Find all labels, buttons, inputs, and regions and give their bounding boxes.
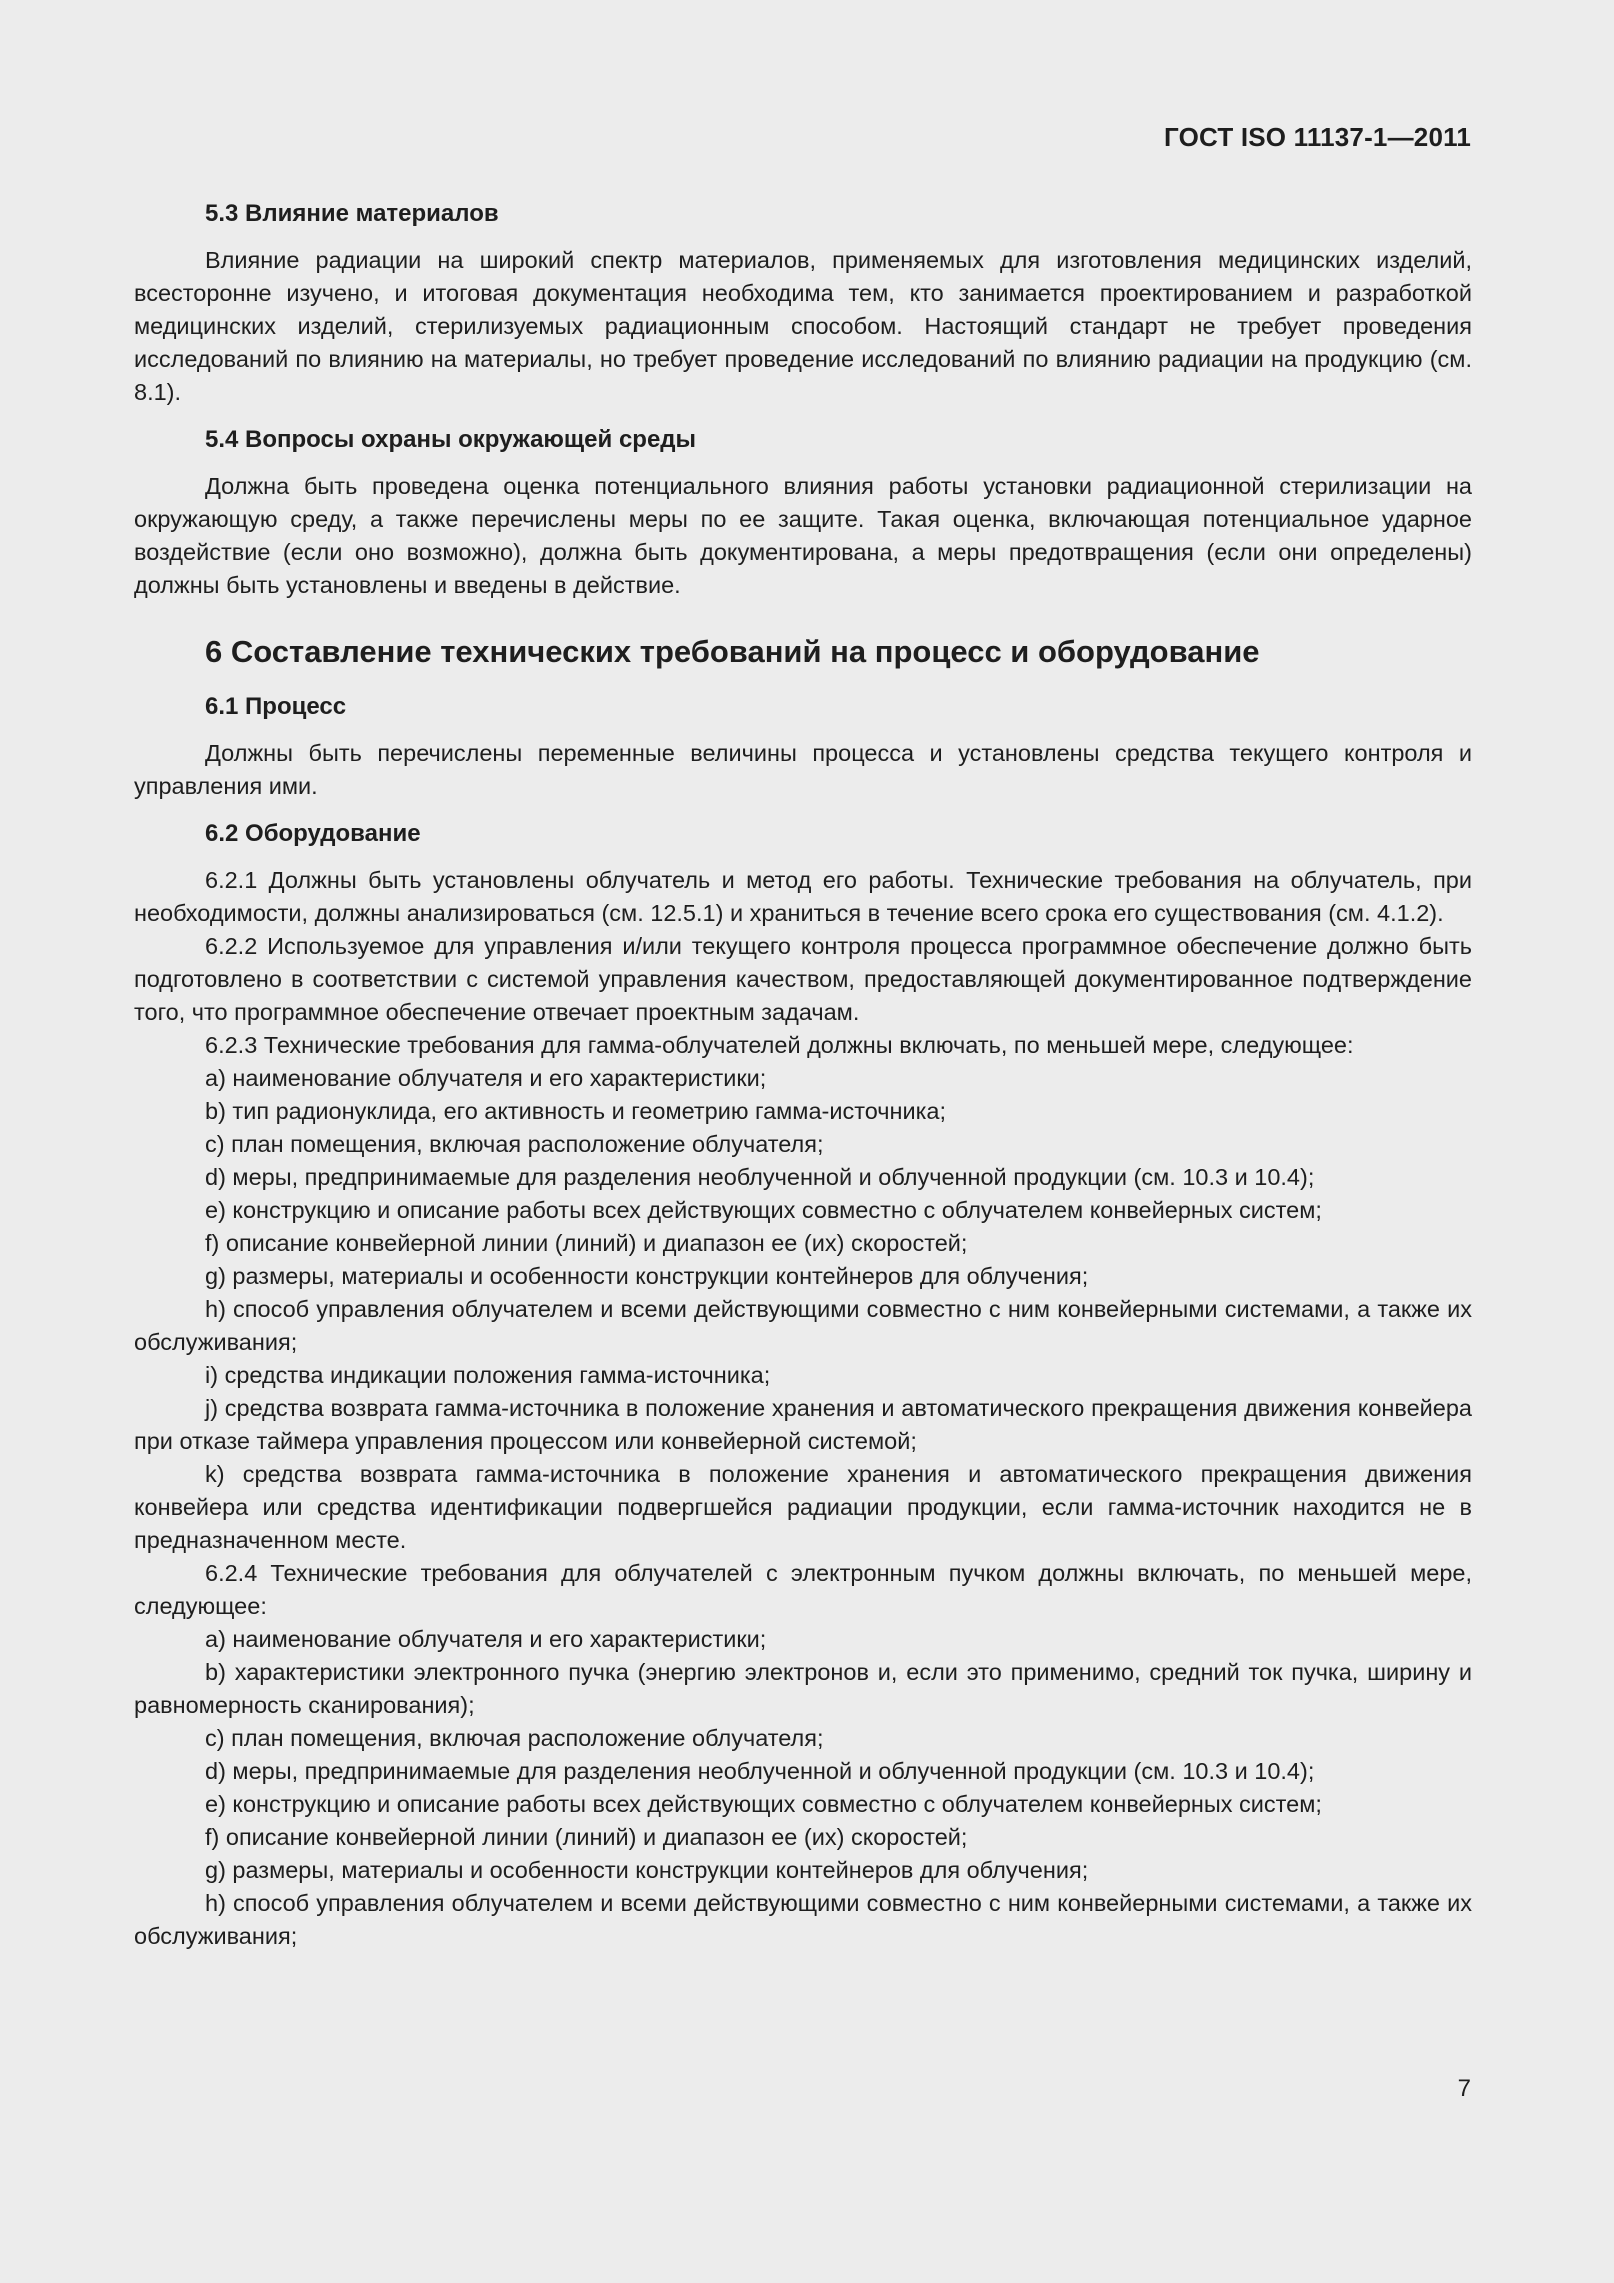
list-item: f) описание конвейерной линии (линий) и диапазон ее (их) скоростей; <box>205 1824 968 1850</box>
section-5-3-paragraph: Влияние радиации на широкий спектр материалов, применяемых для изготовления медицинских изделий, всесторонне изучено, и итоговая документация необходима тем, кто занимается проектированием и разработкой медицинских изделий, стерилизуемых радиационным способом. Настоящий стандарт не требует проведения исследований по влиянию на материалы, но требует проведение исследований по влиянию радиации на продукцию (см. 8.1). <box>134 247 1472 405</box>
page-number: 7 <box>1457 2075 1471 2102</box>
paragraph-6-2-3: 6.2.3 Технические требования для гамма-облучателей должны включать, по меньшей мере, следующее: <box>205 1032 1354 1058</box>
list-item: d) меры, предпринимаемые для разделения необлученной и облученной продукции (см. 10.3 и 10.4); <box>205 1164 1315 1190</box>
list-item: j) средства возврата гамма-источника в положение хранения и автоматического прекращения движения конвейера при отказе таймера управления процессом или конвейерной системой; <box>134 1395 1472 1454</box>
list-item: g) размеры, материалы и особенности конструкции контейнеров для облучения; <box>205 1263 1089 1289</box>
list-item: e) конструкцию и описание работы всех действующих совместно с облучателем конвейерных систем; <box>205 1791 1322 1817</box>
paragraph-6-2-2: 6.2.2 Используемое для управления и/или текущего контроля процесса программное обеспечение должно быть подготовлено в соответствии с системой управления качеством, предоставляющей документированное подтверждение того, что программное обеспечение отвечает проектным задачам. <box>134 933 1472 1025</box>
document-body <box>134 197 1472 1953</box>
list-item: e) конструкцию и описание работы всех действующих совместно с облучателем конвейерных систем; <box>205 1197 1322 1223</box>
section-5-3-title: 5.3 Влияние материалов <box>205 200 499 227</box>
list-6-2-4 <box>134 1623 1472 1953</box>
list-6-2-3 <box>134 1062 1472 1557</box>
section-6-title: 6 Составление технических требований на процесс и оборудование <box>205 634 1260 669</box>
list-item: b) тип радионуклида, его активность и геометрию гамма-источника; <box>205 1098 947 1124</box>
section-6-2-title: 6.2 Оборудование <box>205 820 421 847</box>
list-item: h) способ управления облучателем и всеми действующими совместно с ним конвейерными системами, а также их обслуживания; <box>134 1296 1472 1355</box>
section-6-1-title: 6.1 Процесс <box>205 693 347 720</box>
list-item: g) размеры, материалы и особенности конструкции контейнеров для облучения; <box>205 1857 1089 1883</box>
list-item: c) план помещения, включая расположение облучателя; <box>205 1725 824 1751</box>
paragraph-6-2-1: 6.2.1 Должны быть установлены облучатель и метод его работы. Технические требования на облучатель, при необходимости, должны анализироваться (см. 12.5.1) и храниться в течение всего срока его существования (см. 4.1.2). <box>134 867 1472 926</box>
section-5-4-title: 5.4 Вопросы охраны окружающей среды <box>205 426 697 453</box>
list-item: b) характеристики электронного пучка (энергию электронов и, если это применимо, средний ток пучка, ширину и равномерность сканирования); <box>134 1659 1472 1718</box>
list-item: f) описание конвейерной линии (линий) и диапазон ее (их) скоростей; <box>205 1230 968 1256</box>
list-item: d) меры, предпринимаемые для разделения необлученной и облученной продукции (см. 10.3 и 10.4); <box>205 1758 1315 1784</box>
list-item: a) наименование облучателя и его характеристики; <box>205 1065 767 1091</box>
paragraph-6-2-4: 6.2.4 Технические требования для облучателей с электронным пучком должны включать, по меньшей мере, следующее: <box>134 1560 1472 1619</box>
list-item: i) средства индикации положения гамма-источника; <box>205 1362 771 1388</box>
list-item: a) наименование облучателя и его характеристики; <box>205 1626 767 1652</box>
section-5-4-paragraph: Должна быть проведена оценка потенциального влияния работы установки радиационной стерилизации на окружающую среду, а также перечислены меры по ее защите. Такая оценка, включающая потенциальное ударное воздействие (если оно возможно), должна быть документирована, а меры предотвращения (если они определены) должны быть установлены и введены в действие. <box>134 473 1472 598</box>
list-item: c) план помещения, включая расположение облучателя; <box>205 1131 824 1157</box>
list-item: k) средства возврата гамма-источника в положение хранения и автоматического прекращения движения конвейера или средства идентификации подвергшейся радиации продукции, если гамма-источник находится не в предназначенном месте. <box>134 1461 1472 1553</box>
document-header: ГОСТ ISO 11137-1—2011 <box>1163 122 1471 152</box>
list-item: h) способ управления облучателем и всеми действующими совместно с ним конвейерными системами, а также их обслуживания; <box>134 1890 1472 1949</box>
section-6-1-paragraph: Должны быть перечислены переменные величины процесса и установлены средства текущего контроля и управления ими. <box>134 740 1472 799</box>
